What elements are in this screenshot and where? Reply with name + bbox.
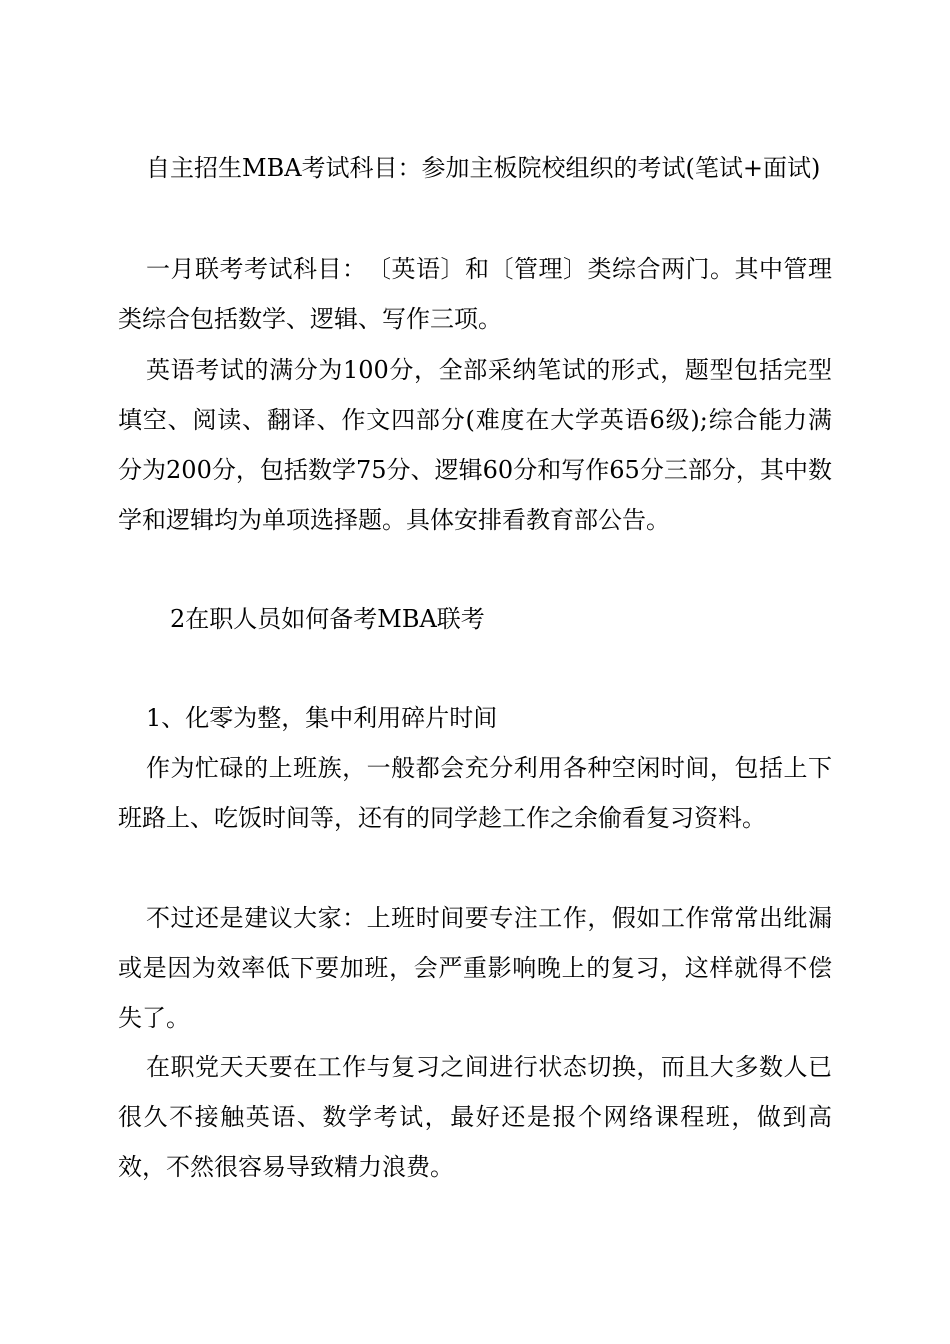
paragraph-online-course: 在职党天天要在工作与复习之间进行状态切换，而且大多数人已很久不接触英语、数学考试，最好还是报个网络课程班，做到高效，不然很容易导致精力浪费。 — [118, 1053, 832, 1181]
paragraph-exam-subjects-independent: 自主招生MBA考试科目：参加主板院校组织的考试(笔试+面试) — [146, 154, 821, 182]
paragraph-advice: 不过还是建议大家：上班时间要专注工作，假如工作常常出纰漏或是因为效率低下要加班，会严重影响晚上的复习，这样就得不偿失了。 — [118, 904, 832, 1032]
paragraph-exam-subjects-joint: 一月联考考试科目： 〔英语〕和〔管理〕类综合两门。其中管理类综合包括数学、逻辑、写作三项。 — [118, 255, 832, 333]
section-heading: 2在职人员如何备考MBA联考 — [170, 605, 485, 633]
paragraph-score-details: 英语考试的满分为100分，全部采纳笔试的形式，题型包括完型填空、阅读、翻译、作文四部分(难度在大学英语6级);综合能力满分为200分，包括数学75分、逻辑60分和写作65分三部分，其中数学和逻辑均为单项选择题。具体安排看教育部公告。 — [118, 356, 832, 534]
subheading: 1、化零为整，集中利用碎片时间 — [146, 704, 498, 732]
paragraph-busy-workers: 作为忙碌的上班族，一般都会充分利用各种空闲时间，包括上下班路上、吃饭时间等，还有的同学趁工作之余偷看复习资料。 — [118, 754, 832, 832]
